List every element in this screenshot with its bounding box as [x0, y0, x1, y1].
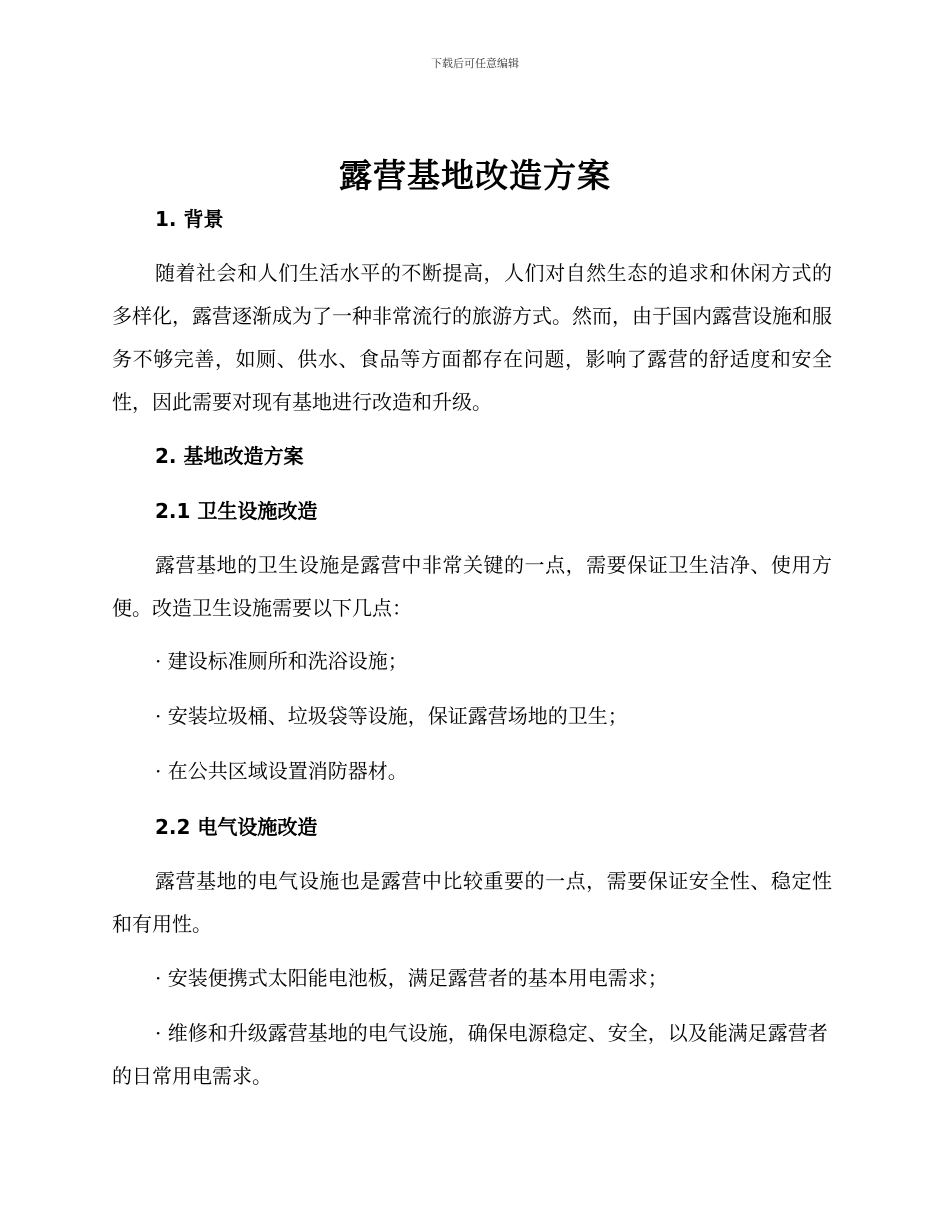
section-1-heading: 1. 背景	[155, 207, 224, 231]
section-2-1-bullet: · 建设标准厕所和洗浴设施；	[155, 649, 408, 673]
document-title: 露营基地改造方案	[339, 156, 611, 195]
section-2-2-bullet: · 维修和升级露营基地的电气设施，确保电源稳定、安全，以及能满足露营者的日常用电需求。	[112, 1021, 828, 1088]
section-2-2-bullet: · 安装便携式太阳能电池板，满足露营者的基本用电需求；	[155, 966, 668, 990]
section-2-2-paragraph: 露营基地的电气设施也是露营中比较重要的一点，需要保证安全性、稳定性和有用性。	[112, 869, 832, 936]
section-2-1-bullet: · 在公共区域设置消防器材。	[155, 759, 408, 783]
section-2-1-bullet: · 安装垃圾桶、垃圾袋等设施，保证露营场地的卫生；	[155, 704, 628, 728]
section-2-1-paragraph: 露营基地的卫生设施是露营中非常关键的一点，需要保证卫生洁净、使用方便。改造卫生设施需要以下几点：	[112, 553, 832, 620]
section-2-2-heading: 2.2 电气设施改造	[155, 815, 318, 839]
section-1-paragraph: 随着社会和人们生活水平的不断提高，人们对自然生态的追求和休闲方式的多样化，露营逐渐成为了一种非常流行的旅游方式。然而，由于国内露营设施和服务不够完善，如厕、供水、食品等方面都存在问题，影响了露营的舒适度和安全性，因此需要对现有基地进行改造和升级。	[112, 261, 832, 414]
section-2-1-heading: 2.1 卫生设施改造	[155, 499, 318, 523]
header-note: 下载后可任意编辑	[431, 57, 519, 70]
section-2-heading: 2. 基地改造方案	[155, 444, 304, 468]
